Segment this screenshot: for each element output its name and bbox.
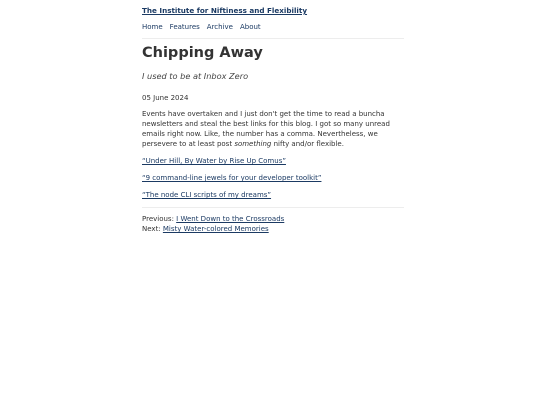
post-body-text-2: nifty and/or flexible. bbox=[271, 140, 344, 148]
pager-next-label: Next: bbox=[142, 225, 163, 233]
post-link-item bbox=[142, 173, 321, 183]
nav-archive[interactable]: Archive bbox=[206, 23, 233, 31]
main-nav bbox=[142, 22, 268, 32]
post-link-2[interactable]: “9 command-line jewels for your developer toolkit” bbox=[142, 174, 322, 182]
post-body-text-1: Events have overtaken and I just don't get the time to read a buncha newsletters and steal the best links for this blog. I got so many unread emails right now. Like, the number has a comma. Nevertheless, we persevere to at least post bbox=[142, 110, 390, 148]
post-subtitle: I used to be at Inbox Zero bbox=[142, 71, 249, 81]
nav-about[interactable]: About bbox=[239, 23, 261, 31]
post-link-1[interactable]: “Under Hill, By Water by Rise Up Comus” bbox=[142, 157, 286, 165]
pager-next bbox=[142, 224, 269, 234]
nav-features[interactable]: Features bbox=[169, 23, 200, 31]
post-title: Chipping Away bbox=[142, 45, 263, 61]
site-title-link[interactable]: The Institute for Niftiness and Flexibility bbox=[142, 6, 308, 15]
post-body-emphasis: something bbox=[234, 140, 272, 148]
pager-previous bbox=[142, 214, 284, 224]
pager-previous-link[interactable]: I Went Down to the Crossroads bbox=[176, 215, 285, 223]
post-link-3[interactable]: “The node CLI scripts of my dreams” bbox=[142, 191, 272, 199]
post-date: 05 June 2024 bbox=[142, 94, 189, 102]
post-link-item bbox=[142, 190, 271, 200]
nav-home[interactable]: Home bbox=[142, 23, 163, 31]
header-divider bbox=[142, 38, 404, 39]
footer-divider bbox=[142, 207, 404, 208]
post-link-item bbox=[142, 156, 286, 166]
pager-previous-label: Previous: bbox=[142, 215, 177, 223]
post-body-paragraph bbox=[142, 109, 404, 149]
pager-next-link[interactable]: Misty Water-colored Memories bbox=[162, 225, 269, 233]
